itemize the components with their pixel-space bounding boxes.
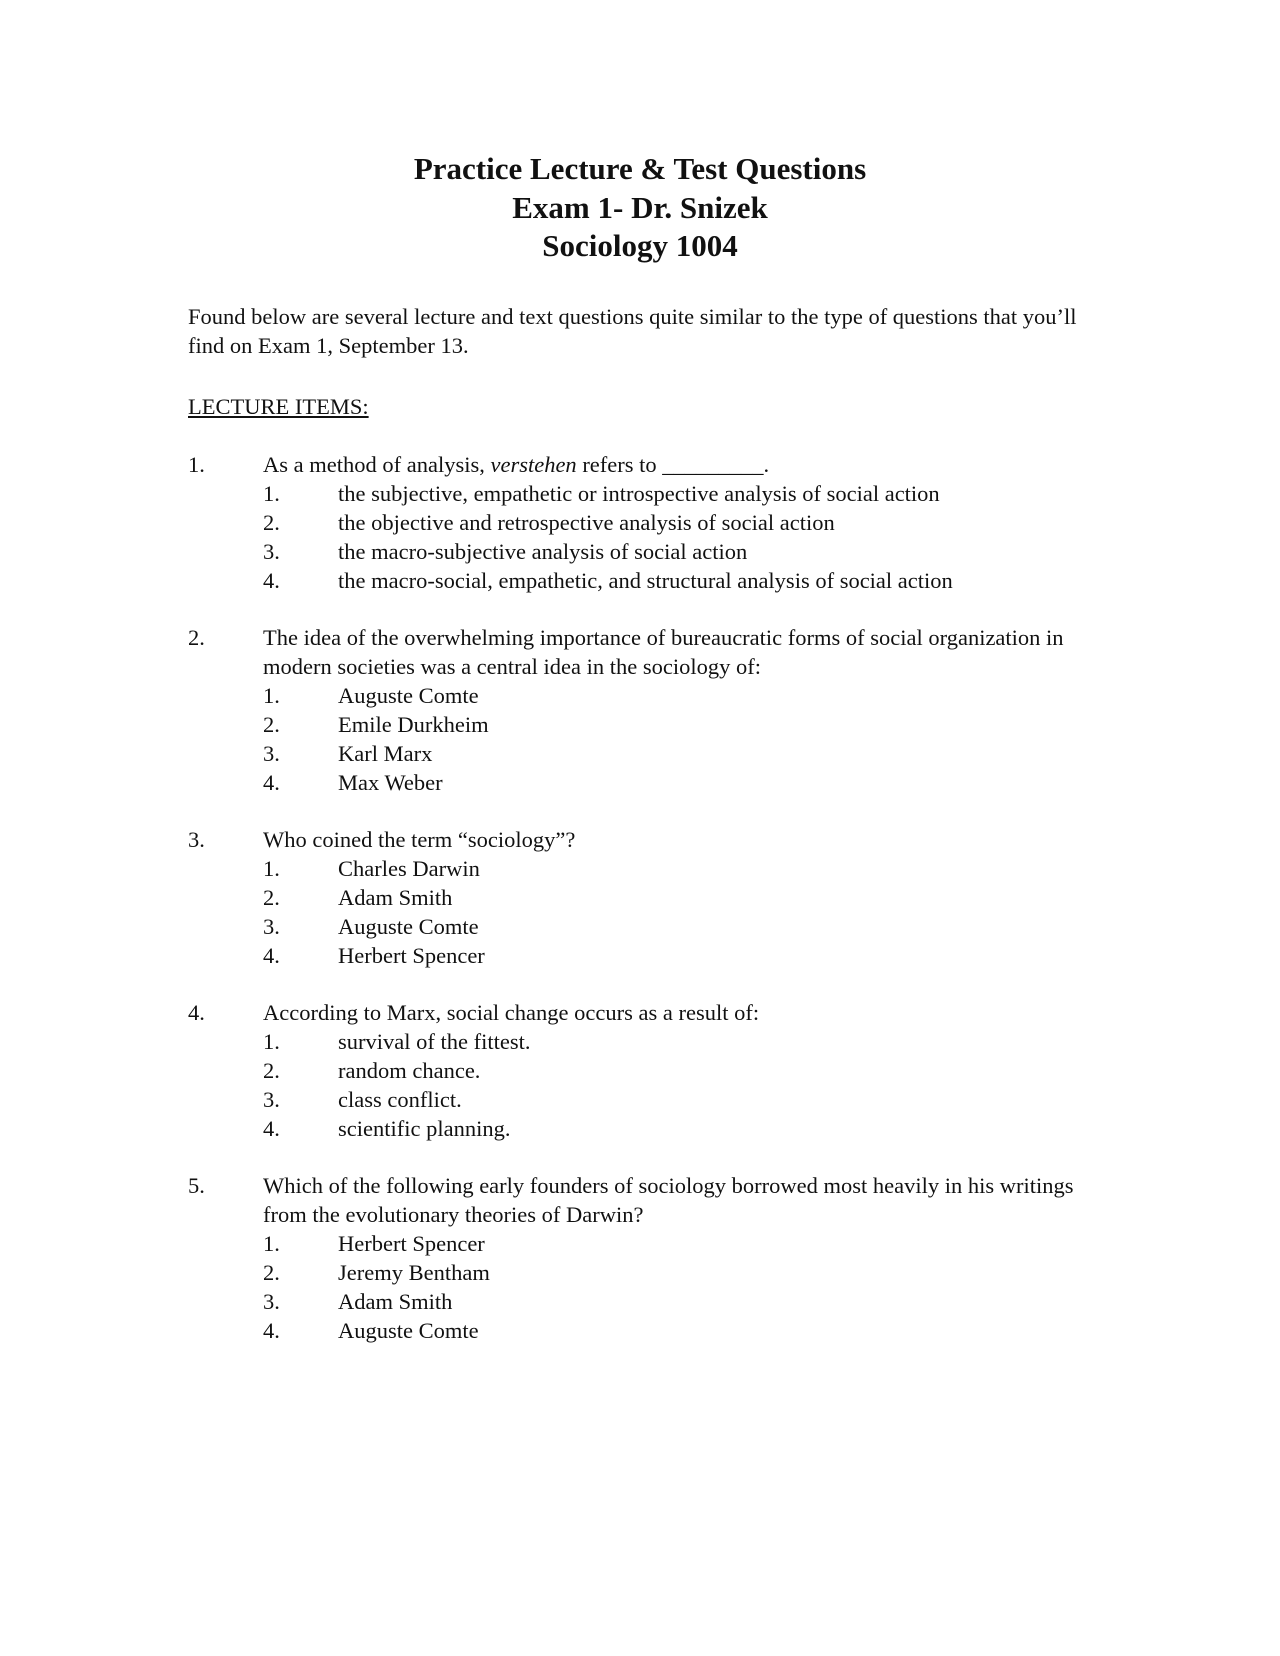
option-item xyxy=(263,854,1108,883)
option-item xyxy=(263,768,1108,797)
option-number: 4. xyxy=(263,943,280,968)
option-item xyxy=(263,1258,1108,1287)
option-number: 2. xyxy=(263,1260,280,1285)
question-list xyxy=(188,450,1108,1373)
option-text: Jeremy Bentham xyxy=(338,1260,490,1285)
question-4 xyxy=(188,998,1108,1143)
option-text: class conflict. xyxy=(338,1087,462,1112)
option-text: the subjective, empathetic or introspective analysis of social action xyxy=(338,481,940,506)
option-text: Max Weber xyxy=(338,770,443,795)
question-number: 3. xyxy=(188,827,205,852)
question-1 xyxy=(188,450,1108,595)
option-text: the macro-subjective analysis of social action xyxy=(338,539,748,564)
option-item xyxy=(263,1056,1108,1085)
option-number: 3. xyxy=(263,1289,280,1314)
question-text-italic: verstehen xyxy=(490,452,577,477)
option-text: Adam Smith xyxy=(338,885,453,910)
option-list xyxy=(263,854,1108,970)
option-number: 4. xyxy=(263,770,280,795)
title-line-2: Exam 1- Dr. Snizek xyxy=(512,189,768,225)
option-item xyxy=(263,941,1108,970)
option-item xyxy=(263,508,1108,537)
option-text: Emile Durkheim xyxy=(338,712,489,737)
option-number: 2. xyxy=(263,1058,280,1083)
option-list xyxy=(263,681,1108,797)
question-text-end: refers to _________. xyxy=(576,452,770,477)
option-item xyxy=(263,681,1108,710)
option-list xyxy=(263,1229,1108,1345)
option-item xyxy=(263,537,1108,566)
option-number: 4. xyxy=(263,1116,280,1141)
question-text: The idea of the overwhelming importance of bureaucratic forms of social organization in modern societies was a central idea in the sociology of: xyxy=(263,625,1064,679)
option-number: 3. xyxy=(263,539,280,564)
question-3 xyxy=(188,825,1108,970)
document-title xyxy=(0,150,1280,266)
section-heading: LECTURE ITEMS: xyxy=(188,394,369,419)
title-line-3: Sociology 1004 xyxy=(542,228,738,263)
question-text-start: As a method of analysis, xyxy=(263,452,491,477)
option-list xyxy=(263,1027,1108,1143)
option-number: 3. xyxy=(263,914,280,939)
question-text: Who coined the term “sociology”? xyxy=(263,827,576,852)
option-text: Adam Smith xyxy=(338,1289,453,1314)
option-text: the objective and retrospective analysis of social action xyxy=(338,510,835,535)
option-text: Karl Marx xyxy=(338,741,433,766)
option-list xyxy=(263,479,1108,595)
option-number: 4. xyxy=(263,568,280,593)
option-text: Auguste Comte xyxy=(338,914,479,939)
option-item xyxy=(263,1316,1108,1345)
option-number: 2. xyxy=(263,510,280,535)
option-number: 1. xyxy=(263,481,280,506)
option-item xyxy=(263,883,1108,912)
intro-paragraph: Found below are several lecture and text questions quite similar to the type of questions that you’ll find on Exam 1, September 13. xyxy=(188,304,1077,358)
option-text: the macro-social, empathetic, and structural analysis of social action xyxy=(338,568,953,593)
question-number: 2. xyxy=(188,625,205,650)
option-number: 1. xyxy=(263,856,280,881)
question-text: According to Marx, social change occurs as a result of: xyxy=(263,1000,760,1025)
option-text: random chance. xyxy=(338,1058,481,1083)
question-number: 4. xyxy=(188,1000,205,1025)
question-text: Which of the following early founders of sociology borrowed most heavily in his writings from the evolutionary theories of Darwin? xyxy=(263,1173,1074,1227)
option-text: Herbert Spencer xyxy=(338,1231,485,1256)
option-item xyxy=(263,566,1108,595)
question-number: 5. xyxy=(188,1173,205,1198)
option-number: 1. xyxy=(263,1231,280,1256)
option-text: Auguste Comte xyxy=(338,683,479,708)
question-5 xyxy=(188,1171,1108,1345)
question-2 xyxy=(188,623,1108,797)
option-number: 2. xyxy=(263,885,280,910)
option-number: 3. xyxy=(263,1087,280,1112)
option-text: Herbert Spencer xyxy=(338,943,485,968)
option-number: 4. xyxy=(263,1318,280,1343)
title-line-1: Practice Lecture & Test Questions xyxy=(413,151,867,186)
option-item xyxy=(263,1114,1108,1143)
option-item xyxy=(263,1229,1108,1258)
option-text: Auguste Comte xyxy=(338,1318,479,1343)
option-item xyxy=(263,739,1108,768)
option-item xyxy=(263,710,1108,739)
option-item xyxy=(263,912,1108,941)
option-number: 2. xyxy=(263,712,280,737)
option-text: Charles Darwin xyxy=(338,856,480,881)
question-text xyxy=(263,450,1108,479)
option-text: survival of the fittest. xyxy=(338,1029,531,1054)
option-number: 3. xyxy=(263,741,280,766)
option-item xyxy=(263,1085,1108,1114)
option-number: 1. xyxy=(263,1029,280,1054)
option-item xyxy=(263,1287,1108,1316)
option-number: 1. xyxy=(263,683,280,708)
option-item xyxy=(263,479,1108,508)
question-number: 1. xyxy=(188,452,205,477)
option-text: scientific planning. xyxy=(338,1116,511,1141)
option-item xyxy=(263,1027,1108,1056)
